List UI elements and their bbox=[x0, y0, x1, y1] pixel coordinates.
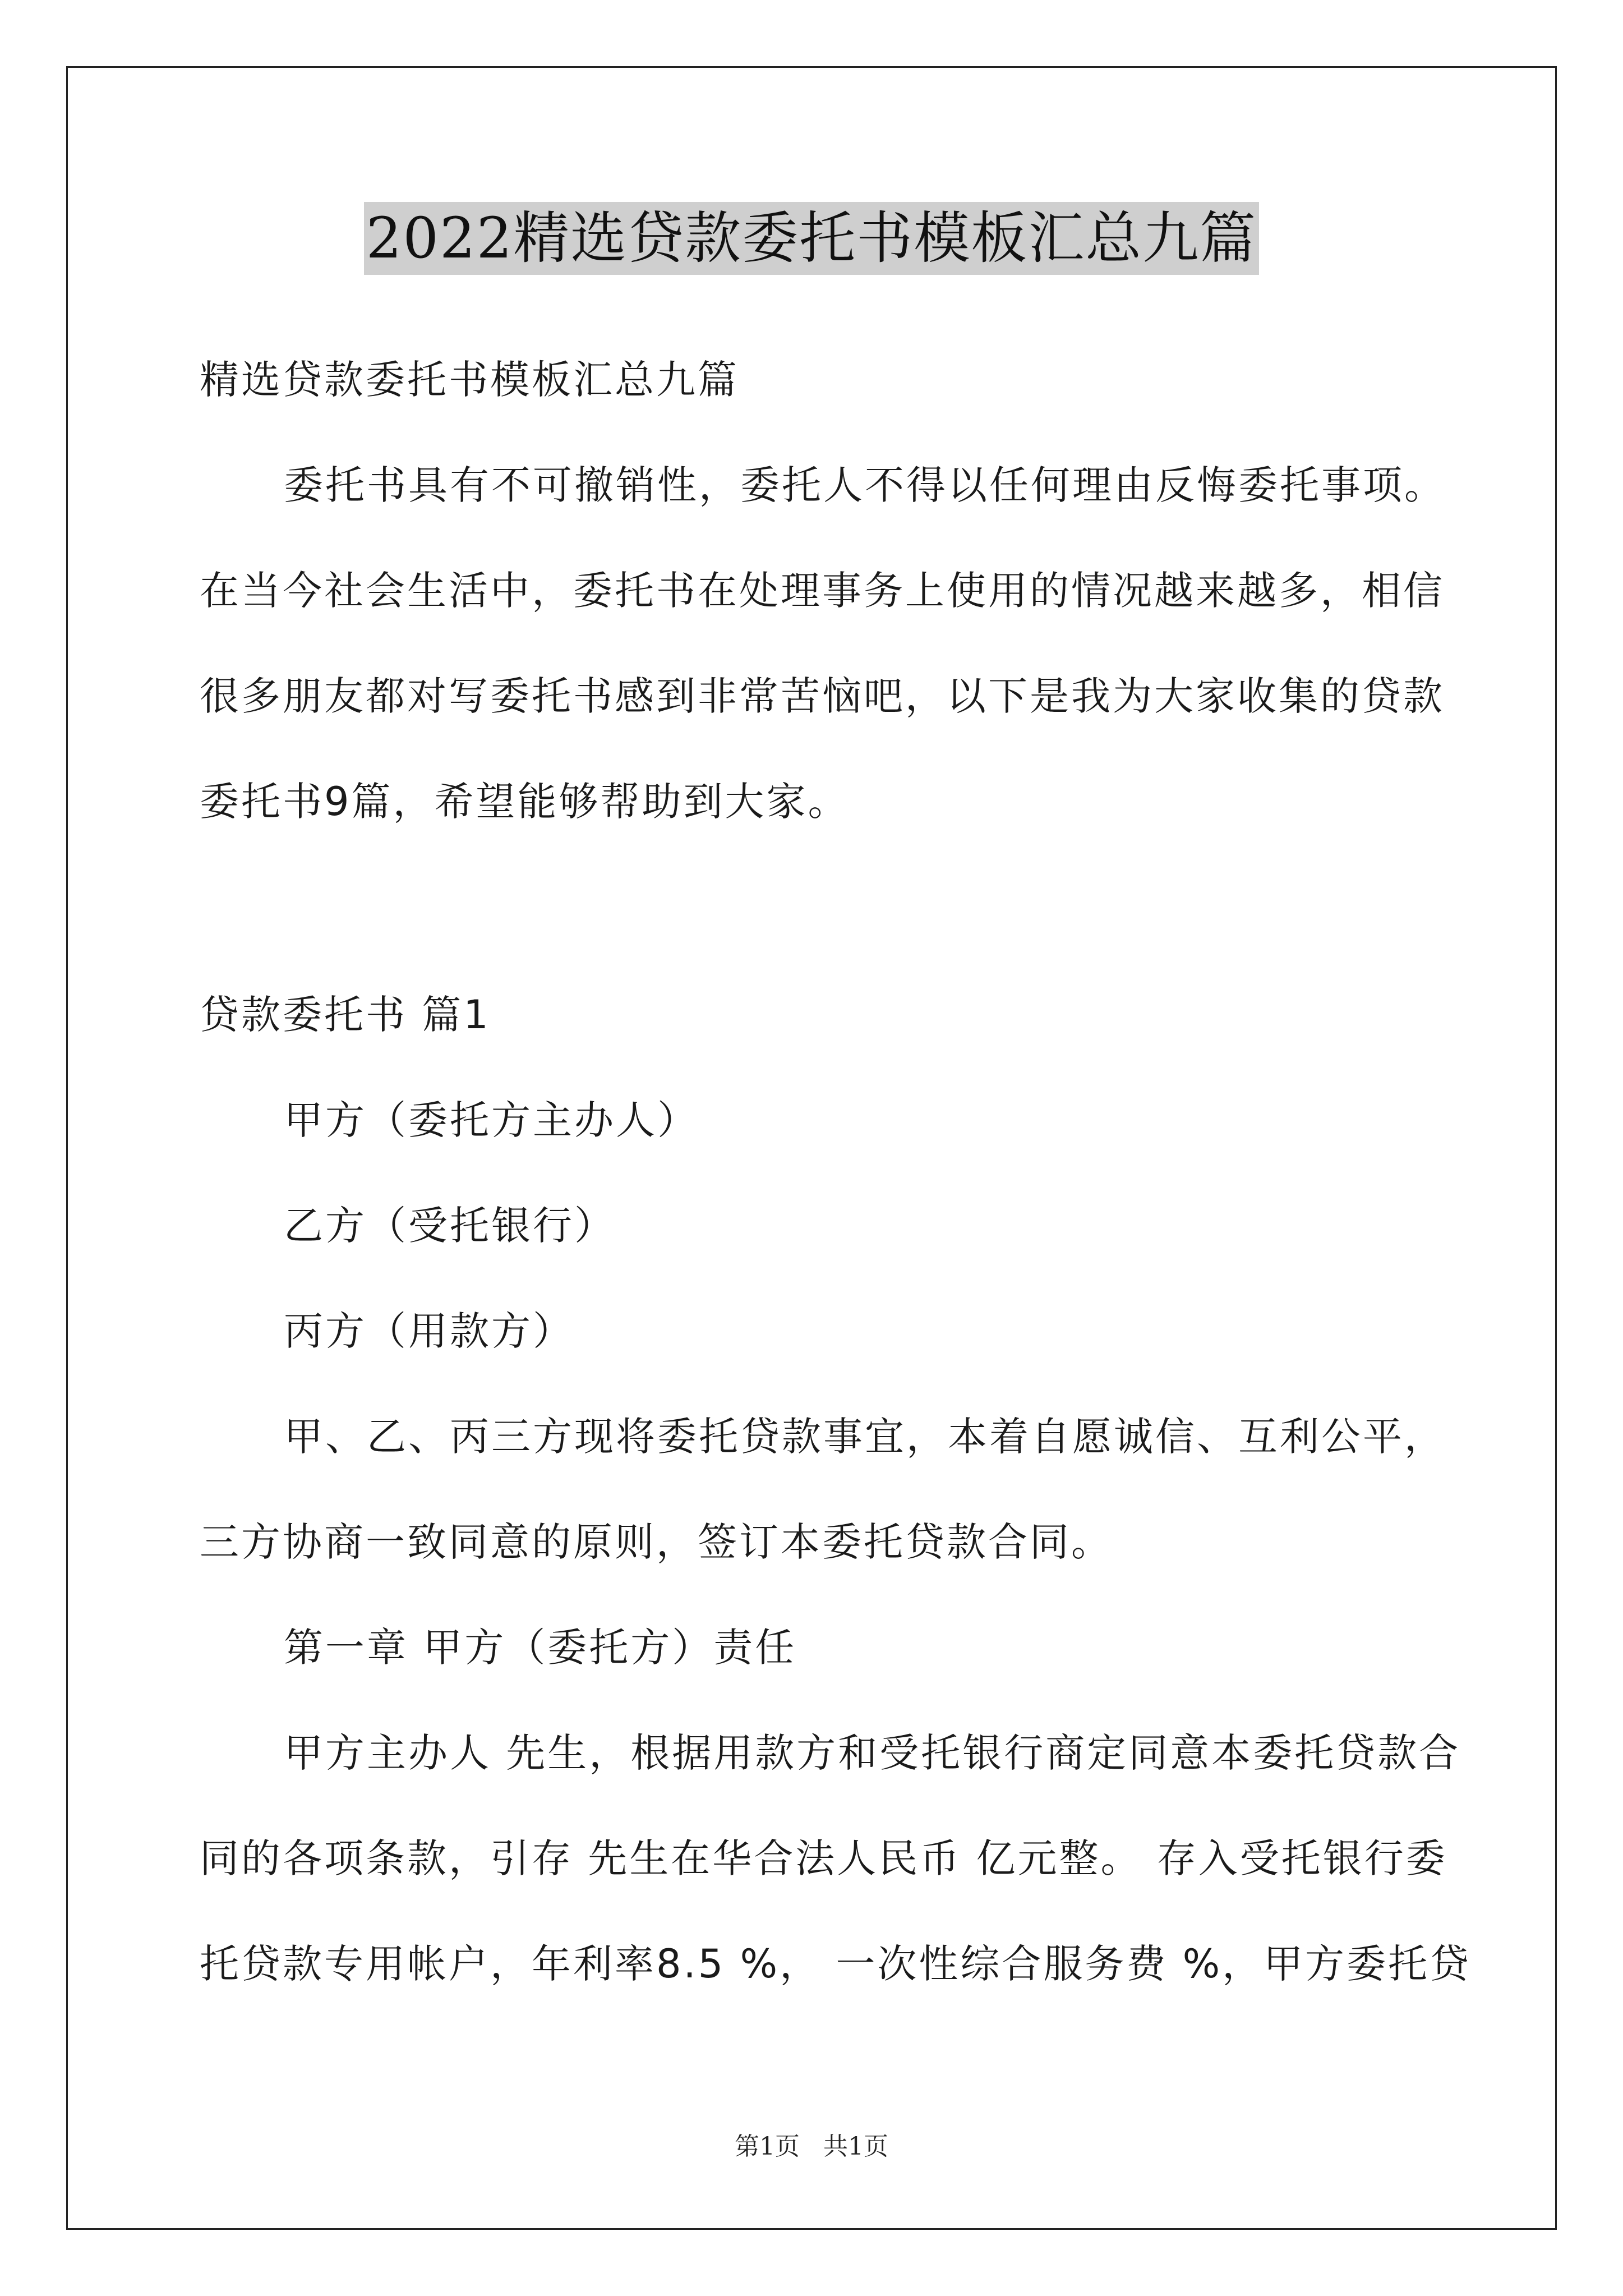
chapter-one-line-2: 同的各项条款，引存 先生在华合法人民币 亿元整。 存入受托银行委 bbox=[200, 1835, 1447, 1881]
chapter-one-line-3: 托贷款专用帐户，年利率8.5 %， 一次性综合服务费 %，甲方委托贷 bbox=[200, 1941, 1472, 1987]
agreement-line-1: 甲、乙、丙三方现将委托贷款事宜，本着自愿诚信、互利公平， bbox=[284, 1414, 1446, 1460]
intro-line-4: 委托书9篇，希望能够帮助到大家。 bbox=[200, 779, 850, 825]
chapter-one-line-1: 甲方主办人 先生，根据用款方和受托银行商定同意本委托贷款合 bbox=[284, 1730, 1461, 1776]
agreement-line-2: 三方协商一致同意的原则，签订本委托贷款合同。 bbox=[200, 1519, 1113, 1565]
page-footer: 第1页 共1页 bbox=[735, 2132, 888, 2161]
document-title: 2022精选贷款委托书模板汇总九篇 bbox=[364, 202, 1260, 275]
party-b: 乙方（受托银行） bbox=[284, 1203, 616, 1249]
intro-line-2: 在当今社会生活中，委托书在处理事务上使用的情况越来越多，相信 bbox=[200, 568, 1445, 614]
party-c: 丙方（用款方） bbox=[284, 1308, 574, 1354]
document-subtitle: 精选贷款委托书模板汇总九篇 bbox=[200, 357, 739, 403]
chapter-one-heading: 第一章 甲方（委托方）责任 bbox=[284, 1625, 797, 1671]
intro-line-1: 委托书具有不可撤销性，委托人不得以任何理由反悔委托事项。 bbox=[284, 462, 1446, 508]
section-heading: 贷款委托书 篇1 bbox=[200, 992, 491, 1038]
title-container bbox=[0, 202, 1623, 275]
intro-line-3: 很多朋友都对写委托书感到非常苦恼吧，以下是我为大家收集的贷款 bbox=[200, 673, 1445, 719]
party-a: 甲方（委托方主办人） bbox=[284, 1097, 699, 1143]
